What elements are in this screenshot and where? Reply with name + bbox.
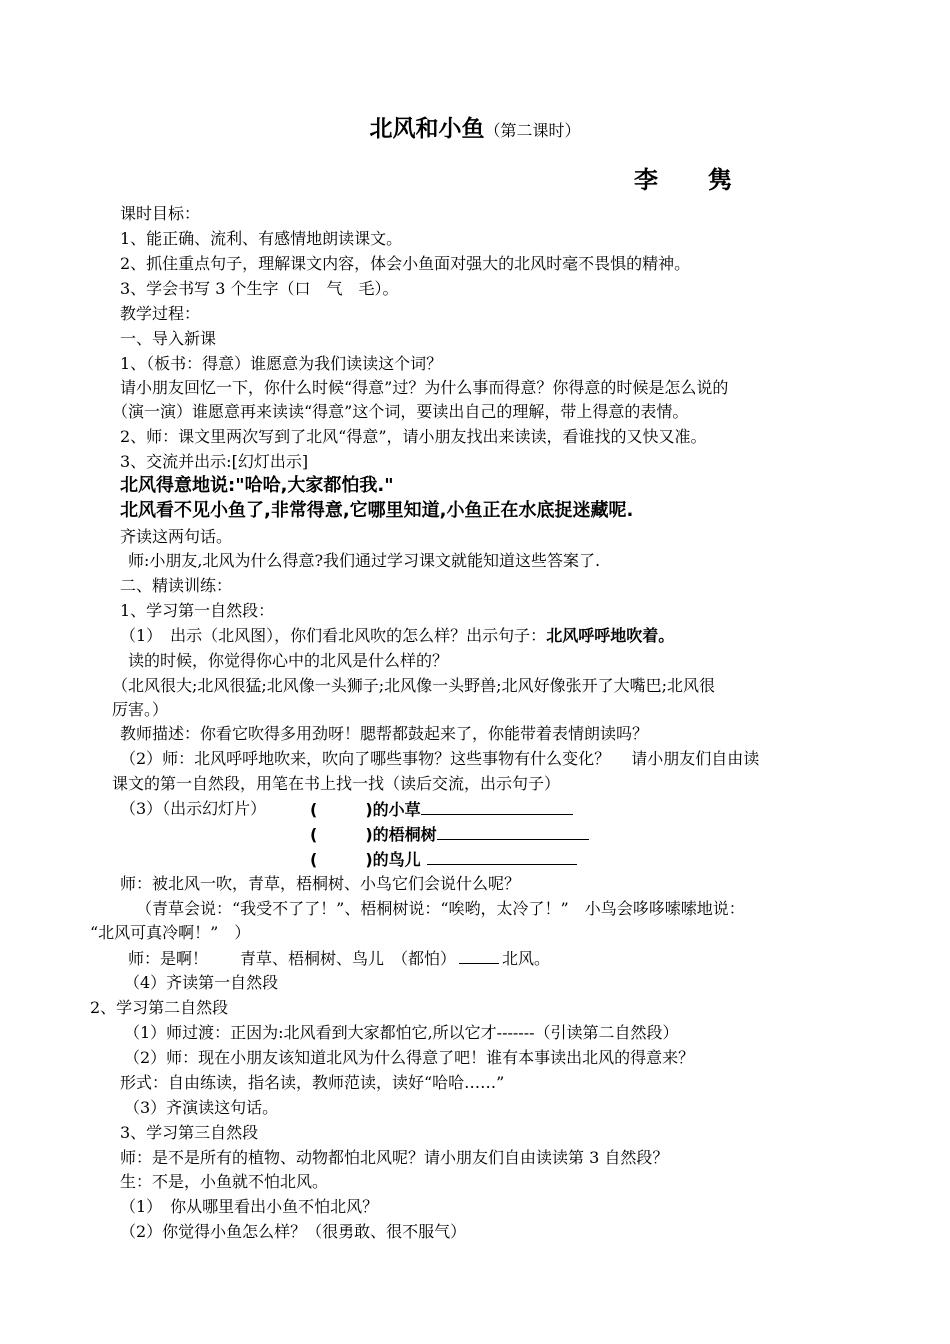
text-line: 读的时候，你觉得你心中的北风是什么样的？ xyxy=(128,651,449,670)
answer-blank xyxy=(437,823,589,840)
text-line: 1、（板书：得意）谁愿意为我们读读这个词？ xyxy=(120,354,443,373)
text-line: 3、学会书写 3 个生字（口 气 毛）。 xyxy=(120,279,399,298)
key-sentence: 北风呼呼地吹着。 xyxy=(546,626,675,645)
section-heading: 课时目标： xyxy=(120,204,201,223)
section-heading: 二、精读训练： xyxy=(120,576,233,595)
text-line: 师:小朋友,北风为什么得意?我们通过学习课文就能知道这些答案了. xyxy=(128,551,601,570)
section-heading: 3、学习第三自然段 xyxy=(120,1123,259,1142)
lesson-title xyxy=(0,110,950,143)
text-line: “北风可真冷啊！” ） xyxy=(90,923,251,942)
section-heading: 教学过程： xyxy=(120,304,201,323)
text-line: （3）齐演读这句话。 xyxy=(124,1098,279,1117)
title-sub: （第二课时） xyxy=(484,121,581,140)
section-heading: 2、学习第二自然段 xyxy=(90,998,229,1017)
text-line: 1、能正确、流利、有感情地朗读课文。 xyxy=(120,229,403,248)
fill-blank-line: ( )的小草 xyxy=(310,798,573,821)
section-heading: 一、导入新课 xyxy=(120,329,217,348)
text-line: （1）师过渡：正因为:北风看到大家都怕它,所以它才-------（引读第二自然段） xyxy=(124,1023,679,1042)
text-line: （1） 出示（北风图），你们看北风吹的怎么样？出示句子：北风呼呼地吹着。 xyxy=(120,626,675,645)
text-line: （北风很大;北风很猛;北风像一头狮子;北风像一头野兽;北风好像张开了大嘴巴;北风很 xyxy=(112,676,715,695)
text-line: 2、师：课文里两次写到了北风“得意”，请小朋友找出来读读，看谁找的又快又准。 xyxy=(120,427,707,446)
key-sentence: 北风得意地说:"哈哈,大家都怕我." xyxy=(120,475,394,496)
title-main: 北风和小鱼 xyxy=(369,116,485,142)
text-line: 请小朋友回忆一下，你什么时候“得意”过？为什么事而得意？你得意的时候是怎么说的 xyxy=(120,378,729,397)
text-line: 生：不是，小鱼就不怕北风。 xyxy=(120,1172,329,1191)
text-line: （1） 你从哪里看出小鱼不怕北风？ xyxy=(120,1197,379,1216)
author-name: 李 隽 xyxy=(634,166,734,194)
text-line: （2）师：现在小朋友该知道北风为什么得意了吧！谁有本事读出北风的得意来？ xyxy=(124,1048,695,1067)
text-line: 师：是不是所有的植物、动物都怕北风呢？请小朋友们自由读读第 3 自然段？ xyxy=(120,1148,669,1167)
text-line: （2）师：北风呼呼地吹来，吹向了哪些事物？这些事物有什么变化？ 请小朋友们自由读 xyxy=(120,749,760,768)
fill-blank-line: ( )的鸟儿 xyxy=(310,848,577,871)
text-line: （演一演）谁愿意再来读读“得意”这个词，要读出自己的理解，带上得意的表情。 xyxy=(112,402,689,421)
answer-blank xyxy=(459,947,499,964)
text-line: 师：被北风一吹，青草，梧桐树、小鸟它们会说什么呢？ xyxy=(120,874,521,893)
text-line: 齐读这两句话。 xyxy=(120,527,233,546)
text-line: 3、交流并出示:[幻灯出示] xyxy=(120,452,309,471)
text-line: 厉害。） xyxy=(112,700,169,719)
text-line: 2、抓住重点句子，理解课文内容，体会小鱼面对强大的北风时毫不畏惧的精神。 xyxy=(120,254,691,273)
text-line: （青草会说：“我受不了了！”、梧桐树说：“唉哟，太冷了！” 小鸟会哆哆嗦嗦地说： xyxy=(136,899,745,918)
text-line: 课文的第一自然段，用笔在书上找一找（读后交流，出示句子） xyxy=(112,774,561,793)
fill-blank-line: ( )的梧桐树 xyxy=(310,823,589,846)
text-line: 师：是啊！ 青草、梧桐树、鸟儿 （都怕） 北风。 xyxy=(128,949,551,968)
answer-blank xyxy=(427,848,577,865)
answer-blank xyxy=(421,798,573,815)
text-line: （4）齐读第一自然段 xyxy=(124,973,279,992)
text-line: 形式：自由练读，指名读，教师范读，读好“哈哈……” xyxy=(120,1073,505,1092)
text-line: （2）你觉得小鱼怎么样？（很勇敢、很不服气） xyxy=(120,1222,467,1241)
text-line: （3）（出示幻灯片） xyxy=(120,799,267,818)
key-sentence: 北风看不见小鱼了,非常得意,它哪里知道,小鱼正在水底捉迷藏呢. xyxy=(120,500,634,521)
text-line: 教师描述：你看它吹得多用劲呀！腮帮都鼓起来了，你能带着表情朗读吗？ xyxy=(120,724,649,743)
section-heading: 1、学习第一自然段： xyxy=(120,601,275,620)
